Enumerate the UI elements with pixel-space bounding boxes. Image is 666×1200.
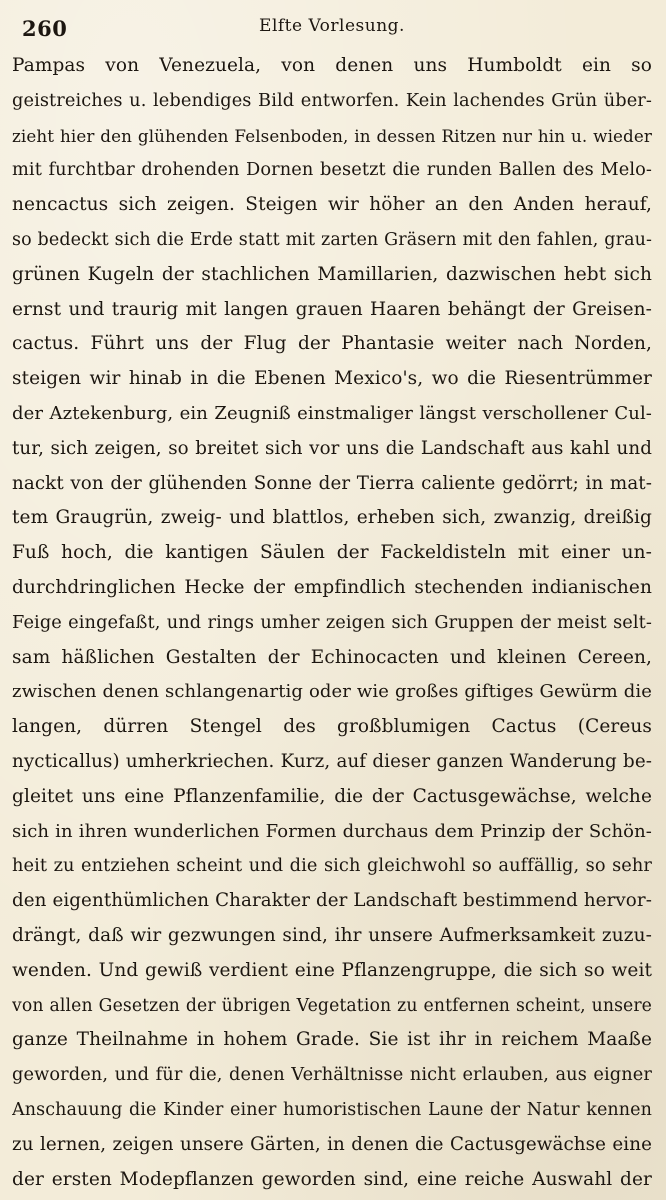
text-line: nycticallus) umherkriechen. Kurz, auf dieser ganzen Wanderung be- [12, 750, 652, 772]
text-line: der ersten Modepflanzen geworden sind, eine reiche Auswahl der [12, 1168, 652, 1190]
page-number: 260 [22, 16, 68, 41]
text-line: geworden, und für die, denen Verhältnisse nicht erlauben, aus eigner [12, 1065, 652, 1086]
text-line: nencactus sich zeigen. Steigen wir höher an den Anden herauf, [12, 194, 652, 216]
text-line: ernst und traurig mit langen grauen Haaren behängt der Greisen- [12, 298, 652, 320]
text-line: Fuß hoch, die kantigen Säulen der Fackeldisteln mit einer un- [12, 542, 652, 564]
text-line: zu lernen, zeigen unsere Gärten, in denen die Cactusgewächse eine [12, 1133, 652, 1155]
text-line: Feige eingefaßt, und rings umher zeigen sich Gruppen der meist selt- [12, 612, 652, 633]
text-line: zwischen denen schlangenartig oder wie großes giftiges Gewürm die [12, 681, 652, 703]
text-line: Pampas von Venezuela, von denen uns Humboldt ein so [12, 55, 652, 76]
text-line: sich in ihren wunderlichen Formen durchaus dem Prinzip der Schön- [12, 820, 652, 842]
text-line: geistreiches u. lebendiges Bild entworfen. Kein lachendes Grün über- [12, 90, 652, 111]
text-line: gleitet uns eine Pflanzenfamilie, die der Cactusgewächse, welche [12, 785, 652, 807]
text-line: so bedeckt sich die Erde statt mit zarten Gräsern mit den fahlen, grau- [12, 229, 652, 250]
text-line: steigen wir hinab in die Ebenen Mexico's, wo die Riesentrümmer [12, 368, 652, 390]
text-line: durchdringlichen Hecke der empfindlich stechenden indianischen [12, 576, 652, 598]
text-line: nackt von der glühenden Sonne der Tierra caliente gedörrt; in mat- [12, 472, 652, 494]
running-head [12, 0, 652, 42]
text-line: zieht hier den glühenden Felsenboden, in dessen Ritzen nur hin u. wieder [12, 125, 652, 146]
text-line: grünen Kugeln der stachlichen Mamillarien, dazwischen hebt sich [12, 263, 652, 285]
text-line: drängt, daß wir gezwungen sind, ihr unsere Aufmerksamkeit zuzu- [12, 924, 652, 946]
running-title: Elfte Vorlesung. [259, 16, 405, 36]
text-line: tem Graugrün, zweig- und blattlos, erheben sich, zwanzig, dreißig [12, 507, 652, 529]
body-text [12, 49, 652, 1197]
text-line: ganze Theilnahme in hohem Grade. Sie ist ihr in reichem Maaße [12, 1029, 652, 1051]
text-line: tur, sich zeigen, so breitet sich vor uns die Landschaft aus kahl und [12, 437, 652, 459]
text-line: wenden. Und gewiß verdient eine Pflanzengruppe, die sich so weit [12, 959, 652, 981]
text-line: mit furchtbar drohenden Dornen besetzt die runden Ballen des Melo- [12, 160, 652, 181]
text-line: heit zu entziehen scheint und die sich gleichwohl so auffällig, so sehr [12, 856, 652, 877]
text-line: von allen Gesetzen der übrigen Vegetation zu entfernen scheint, unsere [12, 995, 652, 1016]
text-line: cactus. Führt uns der Flug der Phantasie weiter nach Norden, [12, 333, 652, 355]
text-line: langen, dürren Stengel des großblumigen Cactus (Cereus [12, 716, 652, 738]
text-line: Anschauung die Kinder einer humoristischen Laune der Natur kennen [12, 1099, 652, 1120]
text-line: sam häßlichen Gestalten der Echinocacten und kleinen Cereen, [12, 646, 652, 668]
text-line: der Aztekenburg, ein Zeugniß einstmaliger längst verschollener Cul- [12, 402, 652, 424]
text-line: den eigenthümlichen Charakter der Landschaft bestimmend hervor- [12, 890, 652, 912]
